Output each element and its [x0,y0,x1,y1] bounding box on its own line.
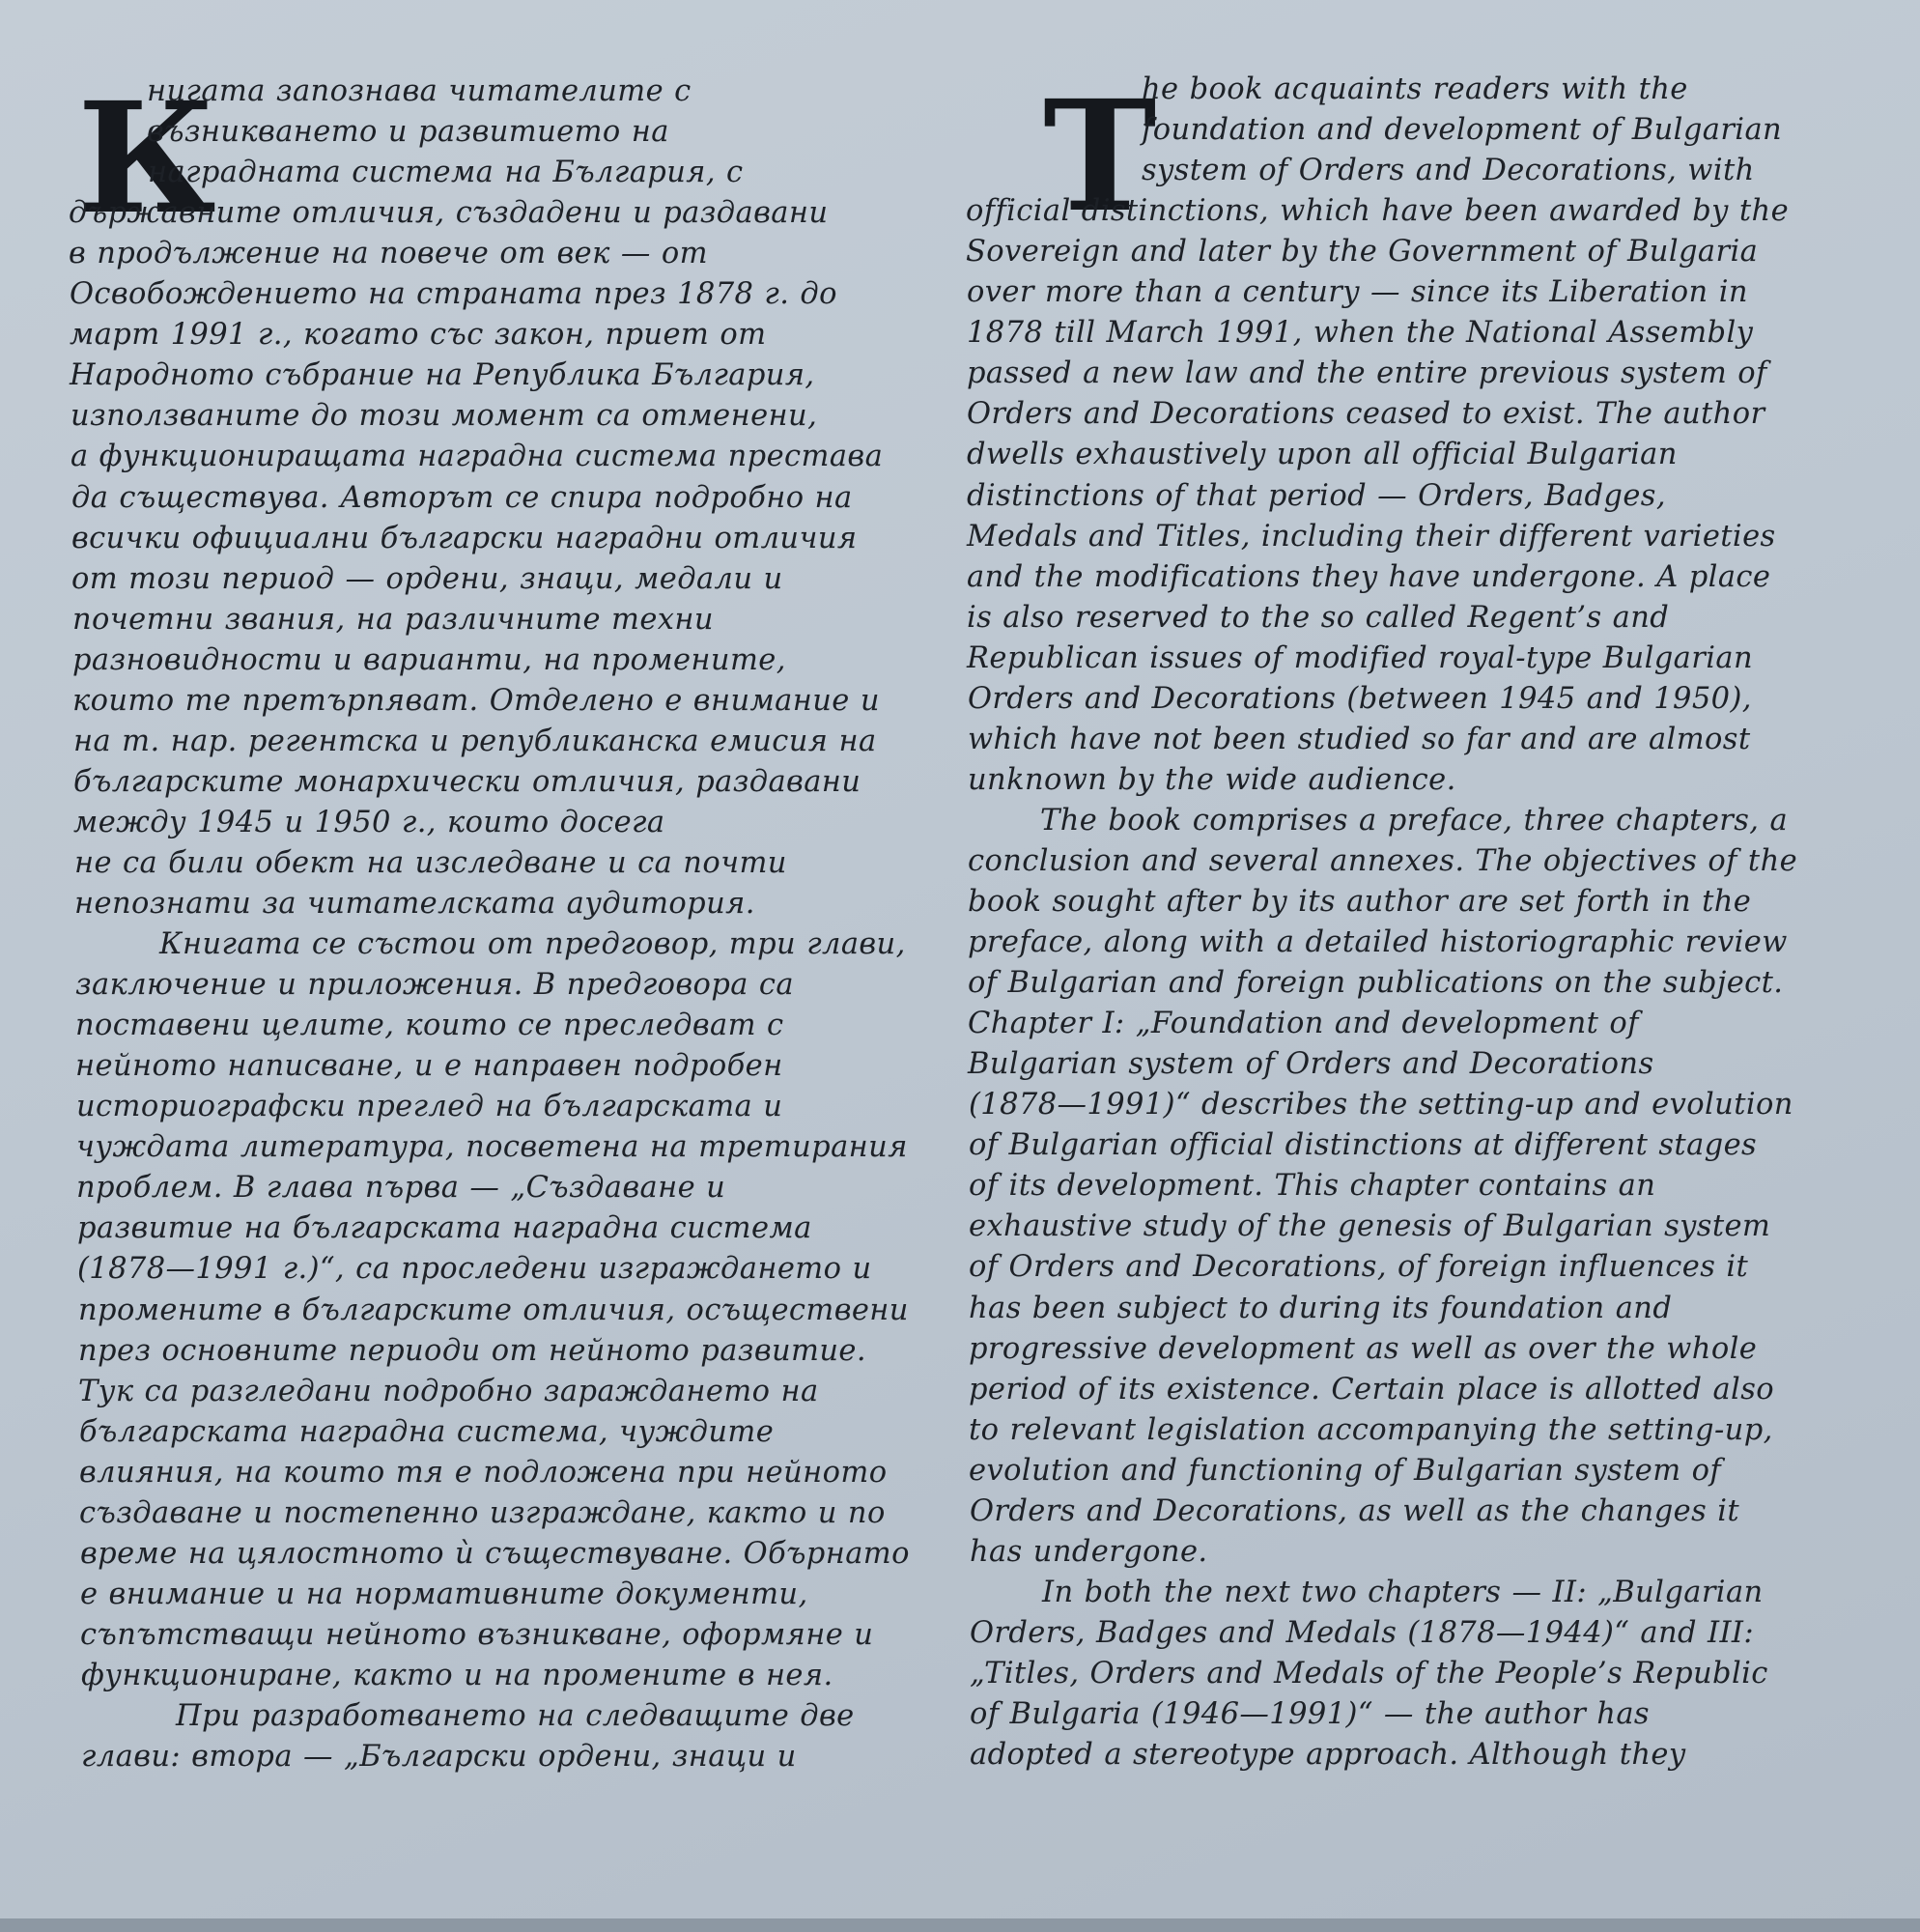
text-line: наградната система на България, с [148,156,744,189]
text-line: (1878—1991)“ describes the setting-up and evolution [969,1088,1793,1122]
text-line: Bulgarian system of Orders and Decorations [968,1047,1654,1081]
text-line: foundation and development of Bulgarian [1142,113,1783,147]
text-line: българските монархически отличия, раздавани [73,765,861,799]
text-line: всички официални български наградни отличия [71,522,858,555]
dropcap-english: T [1043,68,1157,246]
text-line: over more than a century — since its Liberation in [967,275,1748,309]
text-line: нейното написване, и е направен подробен [75,1049,783,1083]
text-line: развитие на българската наградна система [77,1211,812,1245]
text-line: preface, along with a detailed historiographic review [968,925,1788,959]
text-line: system of Orders and Decorations, with [1142,154,1755,187]
text-line: has undergone. [970,1535,1208,1569]
text-line: непознати за читателската аудитория. [74,887,755,921]
text-line: Medals and Titles, including their different varieties [967,520,1776,554]
text-line: възникването и развитието на [147,115,669,149]
text-line: заключение и приложения. В предговора са [75,968,794,1002]
text-line: of Bulgarian official distinctions at different stages [969,1128,1758,1162]
text-line: he book acquaints readers with the [1142,72,1688,106]
text-line: да съществува. Авторът се спира подробно на [71,481,853,515]
text-line: of Bulgaria (1946—1991)“ — the author has [970,1697,1650,1731]
text-line: през основните периоди от нейното развитие. [78,1334,866,1368]
text-line: съпътстващи нейното възникване, оформяне и [80,1618,874,1652]
text-line: глави: втора — „Български ордени, знаци и [81,1740,797,1774]
text-line: unknown by the wide audience. [968,763,1456,797]
text-line: промените в българските отличия, осъществени [78,1293,909,1327]
text-line: Republican issues of modified royal-type Bulgarian [967,641,1753,675]
text-line: 1878 till March 1991, when the National Assembly [967,316,1754,350]
text-line: разновидности и варианти, на промените, [72,643,786,677]
text-line: period of its existence. Certain place is allotted also [969,1373,1775,1406]
text-line: „Titles, Orders and Medals of the People’s Republic [970,1657,1768,1690]
text-line: е внимание и на нормативните документи, [80,1577,808,1611]
text-line: историографски преглед на българската и [76,1090,783,1123]
text-line: Освобождението на страната през 1878 г. до [70,277,837,311]
text-line: progressive development as well as over the whole [969,1332,1758,1366]
text-line: to relevant legislation accompanying the setting-up, [969,1413,1773,1447]
page-bottom-edge [0,1918,1920,1932]
text-line: is also reserved to the so called Regent’s and [967,601,1670,635]
text-line: dwells exhaustively upon all official Bulgarian [967,438,1678,471]
text-line: в продължение на повече от век — от [69,237,708,270]
text-line: has been subject to during its foundation and [969,1292,1673,1325]
text-line: почетни звания, на различните техни [72,603,714,637]
text-line: функциониране, както и на промените в нея. [81,1659,833,1692]
text-line: Sovereign and later by the Government of Bulgaria [966,235,1759,269]
text-line: (1878—1991 г.)“, са проследени изграждането и [77,1252,872,1286]
text-line: българската наградна система, чуждите [79,1415,775,1449]
text-line: Тук са разгледани подробно зараждането на [78,1375,819,1408]
text-line: of Orders and Decorations, of foreign influences it [969,1250,1749,1284]
text-line: поставени целите, които се преследват с [75,1009,784,1042]
text-line: използваните до този момент са отменени, [71,399,818,433]
text-line: official distinctions, which have been awarded by the [966,194,1790,228]
text-line: Книгата се състои от предговор, три глави, [159,927,906,961]
text-line: which have not been studied so far and are almost [968,723,1751,756]
text-line: Chapter I: „Foundation and development of [968,1007,1639,1040]
text-line: При разработването на следващите две [176,1699,855,1733]
text-line: от този период — ордени, знаци, медали и [71,562,783,596]
text-line: of Bulgarian and foreign publications on the subject. [968,966,1784,1000]
text-line: passed a new law and the entire previous system of [967,356,1767,390]
text-line: проблем. В глава първа — „Създаване и [76,1171,726,1205]
text-line: държавните отличия, създадени и раздавани [69,196,829,230]
text-line: The book comprises a preface, three chapters, a [1040,804,1789,838]
text-line: нигата запознава читателите с [147,74,692,108]
text-line: на т. нар. регентска и републиканска емисия на [73,724,877,758]
text-line: evolution and functioning of Bulgarian system of [969,1454,1722,1488]
text-line: чуждата литература, посветена на третирания [76,1130,908,1164]
text-line: между 1945 и 1950 г., които досега [73,806,665,839]
text-line: март 1991 г., когато със закон, приет от [70,318,767,352]
text-line: of its development. This chapter contains an [969,1169,1656,1203]
text-line: conclusion and several annexes. The objectives of the [968,844,1798,878]
text-line: които те претърпяват. Отделено е внимание и [72,684,880,718]
text-line: exhaustive study of the genesis of Bulgarian system [969,1209,1771,1243]
text-line: and the modifications they have undergone. A place [967,560,1771,594]
text-line: Orders and Decorations (between 1945 and 1950), [968,682,1752,716]
text-line: Orders and Decorations, as well as the changes it [970,1494,1740,1528]
text-line: време на цялостното ѝ съществуване. Обърнато [80,1537,910,1571]
text-line: adopted a stereotype approach. Although they [970,1738,1686,1772]
text-line: Orders, Badges and Medals (1878—1944)“ and III: [970,1616,1755,1650]
text-line: book sought after by its author are set forth in the [968,885,1752,919]
text-line: влияния, на които тя е подложена при нейното [79,1456,888,1490]
text-line: Orders and Decorations ceased to exist. The author [967,397,1765,431]
text-line: In both the next two chapters — II: „Bulgarian [1042,1576,1764,1609]
text-line: distinctions of that period — Orders, Badges, [967,479,1666,513]
text-line: не са били обект на изследване и са почти [74,846,787,880]
text-line: а функциониращата наградна система престава [71,440,884,473]
text-line: създаване и постепенно изграждане, както и по [79,1496,886,1530]
dropcap-bulgarian: К [77,70,216,248]
text-line: Народното събрание на Република България, [70,358,815,392]
